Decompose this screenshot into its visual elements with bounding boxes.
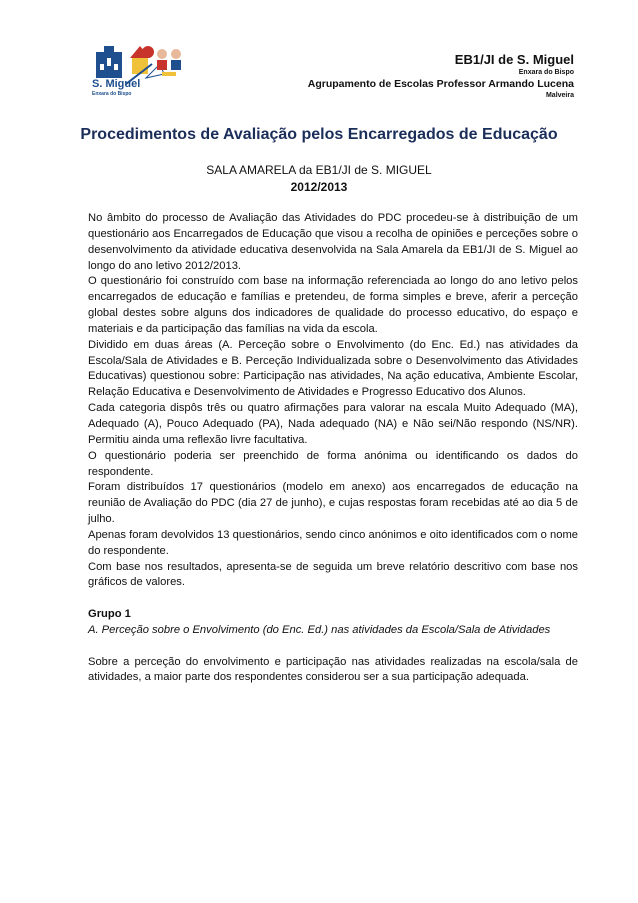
logo-subtext: Enxara do Bispo <box>92 91 132 97</box>
group-paragraph: Sobre a perceção do envolvimento e participação nas atividades realizadas na escola/sala de atividades, a maior parte dos respondentes considerou ser a sua participação adequada. <box>88 655 578 684</box>
paragraph: O questionário poderia ser preenchido de forma anónima ou identificando os dados do respondente. <box>88 449 578 478</box>
group-heading: Grupo 1 <box>88 608 131 621</box>
document-body <box>88 211 578 686</box>
paragraph: O questionário foi construído com base na informação referenciada ao longo do ano letivo pelos encarregados de educação e famílias e pretendeu, de forma simples e breve, aferir a perceção global destes sobre alguns dos indicadores de qualidade do processo educativo, do espaço e materiais e da participação das famílias na vida da escola. <box>88 275 578 335</box>
school-place: Enxara do Bispo <box>518 69 574 76</box>
school-name: EB1/JI de S. Miguel <box>454 52 574 67</box>
logo-text: S. Miguel <box>92 78 141 90</box>
paragraph: Foram distribuídos 17 questionários (modelo em anexo) aos encarregados de educação na reunião de Avaliação do PDC (dia 27 de junho), e cujas respostas foram recebidas até ao dia 5 de julho. <box>88 481 578 526</box>
group-subheading: A. Perceção sobre o Envolvimento (do Enc. Ed.) nas atividades da Escola/Sala de Atividades <box>88 623 551 636</box>
paragraph: Cada categoria dispôs três ou quatro afirmações para valorar na escala Muito Adequado (MA), Adequado (A), Pouco Adequado (PA), Nada adequado (NA) e Não sei/Não respondo (NS/NR). Permitiu ainda uma reflexão livre facultativa. <box>88 402 578 446</box>
paragraph: Apenas foram devolvidos 13 questionários, sendo cinco anónimos e oito identificados com o nome do respondente. <box>88 528 578 557</box>
paragraph: No âmbito do processo de Avaliação das Atividades do PDC procedeu-se à distribuição de um questionário aos Encarregados de Educação que visou a recolha de opiniões e perceções sobre o desenvolvimento da atividade educativa desenvolvida na Sala Amarela da EB1/JI de S. Miguel ao longo do ano letivo 2012/2013. <box>88 212 578 272</box>
document-title: Procedimentos de Avaliação pelos Encarregados de Educação <box>80 126 558 143</box>
paragraph: Dividido em duas áreas (A. Perceção sobre o Envolvimento (do Enc. Ed.) nas atividades da Escola/Sala de Atividades e B. Perceção Individualizada sobre o Desenvolvimento das Atividades Educativas) questionou sobre: Participação nas atividades, Na ação educativa, Ambiente Escolar, Relação Educativa e Desenvolvimento de Atividades e Progresso Educativo dos Alunos. <box>88 338 578 399</box>
town-name: Malveira <box>545 92 574 99</box>
agrupamento-name: Agrupamento de Escolas Professor Armando Lucena <box>307 78 574 90</box>
page-header <box>308 52 574 100</box>
paragraph: Com base nos resultados, apresenta-se de seguida um breve relatório descritivo com base nos gráficos de valores. <box>88 560 578 589</box>
school-year: 2012/2013 <box>290 180 348 194</box>
document-subtitle: SALA AMARELA da EB1/JI de S. MIGUEL <box>206 163 432 177</box>
school-logo <box>90 44 186 102</box>
